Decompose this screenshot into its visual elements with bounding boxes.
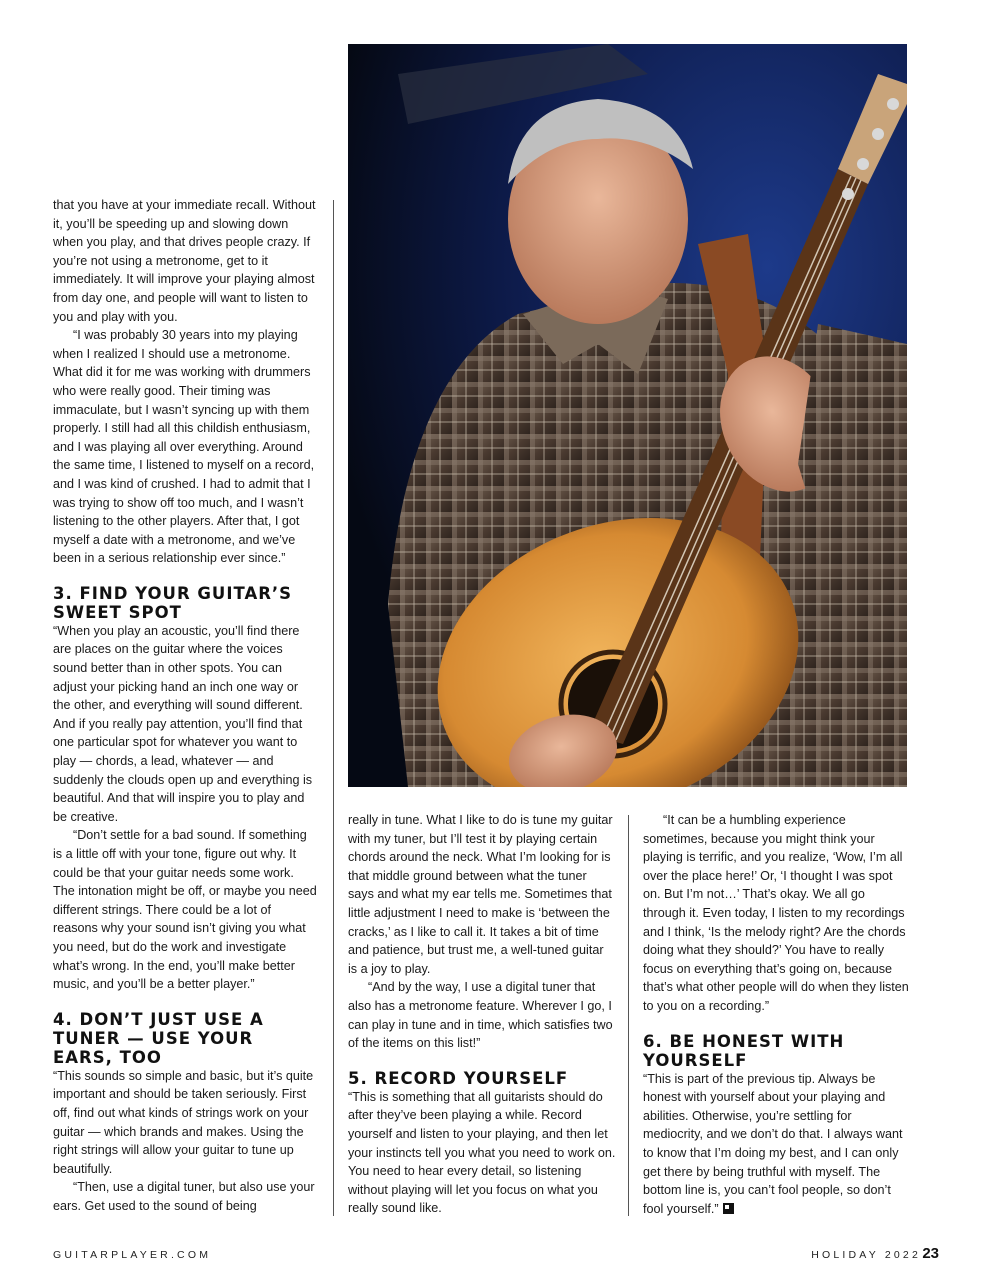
paragraph: “I was probably 30 years into my playing when I realized I should use a metronome. What did it for me was working with drummers who were really good. Their timing was immaculate, but I wasn’t syncing up with them properly. I still had all this childish enthusiasm, and I was playing all over everything. Around the same time, I listened to myself on a record, and I was kind of crushed. I had to admit that I was trying to show off too much, and I wasn’t listening to the other players. After that, I got myself a date with a metronome, and we’ve been in a serious relationship ever since.” xyxy=(53,328,315,566)
paragraph: “It can be a humbling experience sometimes, because you might think your playing is terrific, and you realize, ‘Wow, I’m all over the place here!’ Or, ‘I thought I was spot on. But I’m not…’ That’s okay. We all go through it. Even today, I listen to my recordings and I think, ‘Is the melody right? Are the chords doing what they should?’ You have to really focus on everything that’s going on, because that’s what other people will do when they listen to you on a recording.” xyxy=(643,813,909,1013)
footer-site: GUITARPLAYER.COM xyxy=(53,1249,212,1261)
paragraph: that you have at your immediate recall. Without it, you’ll be speeding up and slowing down when you play, and that drives people crazy. If you’re not using a metronome, get to it immediately. It will improve your playing almost from day one, and people will want to listen to you and play with you. xyxy=(53,198,316,324)
article-column-3 xyxy=(643,811,911,1218)
paragraph: “And by the way, I use a digital tuner that also has a metronome feature. Wherever I go, I can play in tune and in time, which satisfies two of the items on this list!” xyxy=(348,980,613,1051)
paragraph: “This is something that all guitarists should do after they’ve been playing a while. Record yourself and listen to your playing, and then let your instincts tell you what you need to work on. You need to hear every detail, so listening without playing will let you focus on what you really sound like. xyxy=(348,1089,616,1216)
footer-issue: HOLIDAY 2022 xyxy=(811,1249,921,1261)
section-heading-4: 4. DON’T JUST USE A TUNER — USE YOUR EARS, TOO xyxy=(53,1009,264,1067)
paragraph: “When you play an acoustic, you’ll find there are places on the guitar where the voices sound better than in other spots. You can adjust your picking hand an inch one way or the other, and everything will sound different. And if you really pay attention, you’ll find that one particular spot for whatever you want to play — chords, a lead, whatever — and suddenly the clouds open up and everything is beautiful. And that will inspire you to play and be creative. xyxy=(53,623,313,824)
paragraph-text: “This is part of the previous tip. Always be honest with yourself about your playing and abilities. Otherwise, you’re settling for mediocrity, and we don’t do that. I always want to know that I’m doing my best, and I can only get there by being truthful with myself. The bottom line is, you can’t fool people, so don’t fool yourself.” xyxy=(643,1071,903,1216)
section-heading-6: 6. BE HONEST WITH YOURSELF xyxy=(643,1031,845,1070)
page-number: 23 xyxy=(922,1245,939,1262)
paragraph xyxy=(643,1070,911,1219)
paragraph: really in tune. What I like to do is tune my guitar with my tuner, but I’ll test it by playing certain chords around the neck. What I’m looking for is that middle ground between what the tuner says and what my ear tells me. Sometimes that little adjustment I need to make is ‘between the cracks,’ as I like to call it. It takes a bit of time and patience, but trust me, a well-tuned guitar is a joy to play. xyxy=(348,813,613,976)
guitarist-photo xyxy=(348,44,907,787)
end-of-article-icon xyxy=(723,1203,734,1214)
paragraph: “This sounds so simple and basic, but it’s quite important and should be taken seriously. First off, find out what kinds of strings work on your guitar — which brands and makes. Using the right strings will allow your guitar to tune up beautifully. xyxy=(53,1068,314,1176)
section-heading-5: 5. RECORD YOURSELF xyxy=(348,1068,569,1088)
column-divider xyxy=(333,200,334,1216)
section-heading-3: 3. FIND YOUR GUITAR’S SWEET SPOT xyxy=(53,583,293,622)
column-divider xyxy=(628,815,629,1216)
paragraph: “Then, use a digital tuner, but also use your ears. Get used to the sound of being xyxy=(53,1180,315,1213)
paragraph: “Don’t settle for a bad sound. If something is a little off with your tone, figure out why. It could be that your guitar needs some work. The intonation might be off, or maybe you need different strings. There could be a lot of reasons why your sound isn’t giving you what you need, but do the work and investigate what’s wrong. In the end, you’ll make better music, and you’ll be a better player.” xyxy=(53,828,317,992)
article-column-2 xyxy=(348,811,616,1218)
article-column-1 xyxy=(53,196,318,1216)
